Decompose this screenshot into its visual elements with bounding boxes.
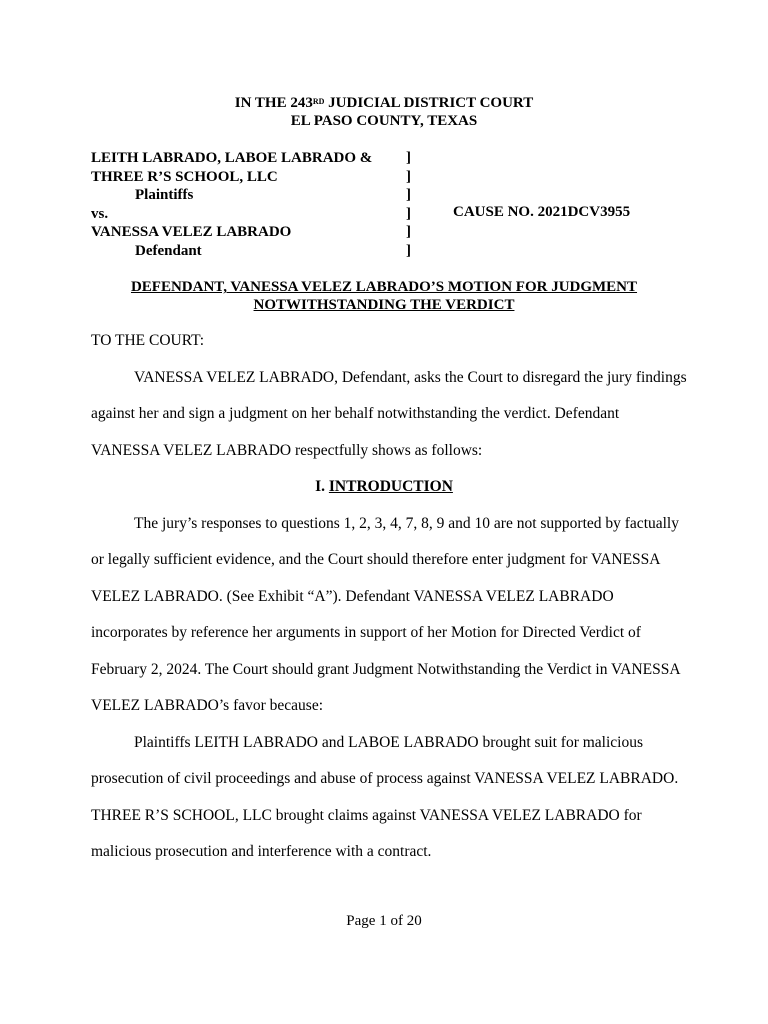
plaintiffs-line-2: THREE R’S SCHOOL, LLC [91, 168, 278, 185]
intro-paragraph-line: VANESSA VELEZ LABRADO respectfully shows as follows: [91, 442, 483, 459]
caption-bracket: ] [406, 150, 411, 166]
paragraph-line: VELEZ LABRADO’s favor because: [91, 697, 324, 714]
section-title: INTRODUCTION [328, 478, 453, 495]
caption-brackets [406, 149, 411, 261]
paragraph-line: THREE R’S SCHOOL, LLC brought claims against VANESSA VELEZ LABRADO for [91, 807, 642, 824]
salutation: TO THE COURT: [91, 332, 205, 349]
paragraph-line: or legally sufficient evidence, and the Court should therefore enter judgment for VANESSA [91, 551, 661, 568]
motion-title-line-1: DEFENDANT, VANESSA VELEZ LABRADO’S MOTION FOR JUDGMENT [130, 279, 638, 295]
caption-bracket: ] [406, 205, 411, 222]
page-number: Page 1 of 20 [346, 913, 422, 929]
paragraph-line: incorporates by reference her arguments in support of her Motion for Directed Verdict of [91, 624, 641, 641]
paragraph-line: The jury’s responses to questions 1, 2, 3, 4, 7, 8, 9 and 10 are not supported by factually [134, 515, 679, 532]
paragraph-line: malicious prosecution and interference with a contract. [91, 843, 432, 860]
versus-label: vs. [91, 205, 109, 222]
court-name-prefix: IN THE 243 [234, 95, 313, 111]
section-number: I. [315, 478, 329, 495]
plaintiffs-line-1: LEITH LABRADO, LABOE LABRADO & [91, 150, 373, 166]
intro-paragraph-line: against her and sign a judgment on her behalf notwithstanding the verdict. Defendant [91, 405, 620, 422]
caption-bracket: ] [406, 242, 411, 259]
defendant-name: VANESSA VELEZ LABRADO [91, 224, 292, 241]
case-caption-parties [91, 149, 372, 261]
paragraph-line: prosecution of civil proceedings and abuse of process against VANESSA VELEZ LABRADO. [91, 770, 679, 787]
defendant-role: Defendant [135, 242, 202, 259]
court-county: EL PASO COUNTY, TEXAS [290, 113, 478, 129]
caption-bracket: ] [406, 224, 411, 241]
plaintiffs-role: Plaintiffs [135, 187, 194, 204]
court-name-suffix: JUDICIAL DISTRICT COURT [324, 95, 534, 111]
cause-number: CAUSE NO. 2021DCV3955 [453, 204, 631, 220]
caption-bracket: ] [406, 168, 411, 185]
paragraph-line: February 2, 2024. The Court should grant Judgment Notwithstanding the Verdict in VANESSA [91, 661, 681, 678]
court-name-superscript: RD [312, 97, 325, 106]
caption-bracket: ] [406, 187, 411, 204]
motion-title-line-2: NOTWITHSTANDING THE VERDICT [253, 297, 515, 313]
section-heading-introduction [0, 478, 768, 496]
court-name [0, 94, 768, 112]
paragraph-line: VELEZ LABRADO. (See Exhibit “A”). Defendant VANESSA VELEZ LABRADO [91, 588, 614, 605]
paragraph-line: Plaintiffs LEITH LABRADO and LABOE LABRADO brought suit for malicious [134, 734, 644, 751]
intro-paragraph-line: VANESSA VELEZ LABRADO, Defendant, asks the Court to disregard the jury findings [134, 369, 687, 386]
